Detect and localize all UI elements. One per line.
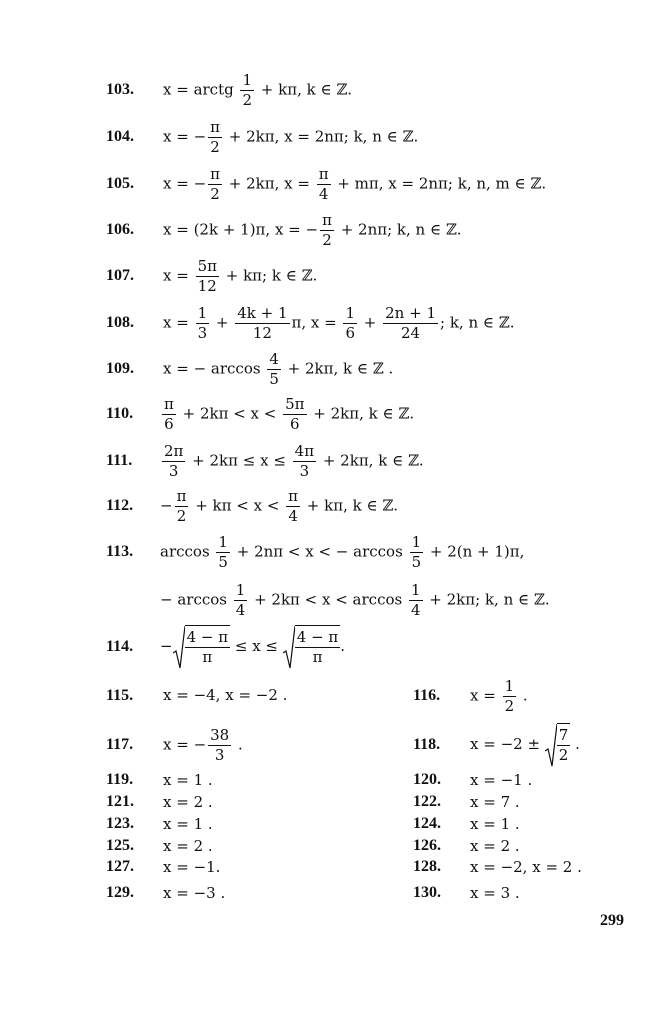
answer: x = $\frac{1}{2}$ . [470,677,528,715]
problem-number: 104. [106,128,134,145]
fraction: $\frac{5\pi}{12}$ [197,257,217,295]
fraction: $\frac{38}{3}$ [210,726,230,764]
answer: − $\frac{\pi}{2}$ + kπ < x < $\frac{\pi}{4}$ + kπ, k ∈ ℤ. [160,487,399,525]
answer: x = − $\frac{\pi}{2}$ + 2kπ, x = $\frac{\pi}{4}$ + mπ, x = 2nπ; k, n, m ∈ ℤ. [163,165,547,203]
fraction: $\frac{1}{6}$ [345,304,356,342]
problem-number: 103. [106,81,134,98]
answer: x = (2k + 1)π, x = − $\frac{\pi}{2}$ + 2nπ; k, n ∈ ℤ. [163,211,462,249]
answer: arccos $\frac{1}{5}$ + 2nπ < x < − arccos $\frac{1}{5}$ + 2(n + 1)π, [160,533,525,571]
problem-number: 115. [106,687,134,704]
problem-number: 108. [106,314,134,331]
answer: x = arctg $\frac{1}{2}$ + kπ, k ∈ ℤ. [163,71,353,109]
fraction: $\frac{4}{5}$ [269,350,279,388]
fraction: $\frac{1}{4}$ [235,581,246,619]
answer: x = $\frac{1}{3}$ + $\frac{4k + 1}{12}$ π, x = $\frac{1}{6}$ + $\frac{2n + 1}{24}$ ; k, n ∈ ℤ. [163,304,515,342]
problem-number: 117. [106,736,134,753]
fraction: $\frac{\pi}{2}$ [176,487,187,525]
fraction: $\frac{\pi}{2}$ [210,165,220,203]
answer: x = $\frac{5\pi}{12}$ + kπ; k ∈ ℤ. [163,257,318,295]
fraction: $\frac{1}{5}$ [411,533,422,571]
problem-number: 110. [106,405,134,422]
answer: − arccos $\frac{1}{4}$ + 2kπ < x < arccos $\frac{1}{4}$ + 2kπ; k, n ∈ ℤ. [160,581,550,619]
fraction: $\frac{\pi}{6}$ [164,395,174,433]
fraction: $\frac{\pi}{4}$ [288,487,299,525]
fraction: $\frac{1}{3}$ [197,304,208,342]
square-root: $\frac{4 - \pi}{\pi}$ [283,625,341,669]
problem-number: 105. [106,175,134,192]
answer: $\frac{\pi}{6}$ + 2kπ < x < $\frac{5\pi}{6}$ + 2kπ, k ∈ ℤ. [164,395,415,433]
fraction: $\frac{5\pi}{6}$ [285,395,305,433]
problem-number: 118. [413,736,441,753]
problem-number: 107. [106,267,134,284]
problem-number: 111. [106,452,133,469]
answer: $\frac{2\pi}{3}$ + 2kπ ≤ x ≤ $\frac{4\pi}{3}$ + 2kπ, k ∈ ℤ. [164,442,424,480]
problem-number: 109. [106,360,134,377]
fraction: $\frac{\pi}{2}$ [210,118,220,156]
problem-number: 114. [106,638,134,655]
fraction: $\frac{\pi}{2}$ [322,211,332,249]
problem-number: 116. [413,687,441,704]
fraction: $\frac{1}{2}$ [504,677,515,715]
fraction: $\frac{1}{2}$ [242,71,253,109]
answer-page: 103. x = arctg $\frac{1}{2}$ + kπ, k ∈ ℤ. 104. x = − $\frac{\pi}{2}$ + 2kπ, x = 2nπ; k, n ∈ ℤ. 105. x = − $\frac{\pi}{2}$ + 2kπ, x = $\frac{\pi}{4}$ + mπ, x = 2nπ; k, n, m ∈ ℤ. 106. x = (2k + 1)π, x = − $\frac{\pi}{2}$ + 2nπ; k, n ∈ ℤ. 107. x = $\frac{5\pi}{12}$ + kπ; k ∈ ℤ. 108. x = $\frac{1}{3}$ + $\frac{4k + 1}{12}$ π, x = $\frac{1}{6}$ + $\frac{2n + 1}{24}$ ; k, n ∈ ℤ. 109. x = − arccos $\frac{4}{5}$ + 2kπ, k ∈ ℤ . 110. $\frac{\pi}{6}$ + 2kπ < x < $\frac{5\pi}{6}$ + 2kπ, k ∈ ℤ. 111. $\frac{2\pi}{3}$ + 2kπ ≤ x ≤ $\frac{4\pi}{3}$ + 2kπ, k ∈ ℤ. 112. − $\frac{\pi}{2}$ + kπ < x < $\frac{\pi}{4}$ + kπ, k ∈ ℤ. 113. arccos $\frac{1}{5}$ + 2nπ < x < − arccos $\frac{1}{5}$ + 2(n + 1)π, − arccos $\frac{1}{4}$ + 2kπ < x < arccos $\frac{1}{4}$ + 2kπ; k, n ∈ ℤ. 114. − $\frac{4 - \pi}{\pi}$ ≤ x ≤ $\frac{4 - \pi}{\pi}$ . 115. x = −4, x = −2 . 116. x = $\frac{1}{2}$ . 117. x = − $\frac{38}{3}$ . 118. x = −2 ± $\frac{7}{2}$ . 119. x = 1 . 120. x = −1 . 121. x = 2 . 122. x = 7 . 123. x = 1 . 124. x = 1 . 125. x = 2 . 126. x = 2 . 127. x = −1. 128. x = −2, x = 2 . 129. x = −3 . 130. x = 3 . 299 [106,71,624,929]
problem-number: 112. [106,497,134,514]
fraction: $\frac{1}{4}$ [410,581,421,619]
answer: x = − $\frac{38}{3}$ . [163,726,243,764]
square-root: $\frac{4 - \pi}{\pi}$ [173,625,231,669]
answer: x = − arccos $\frac{4}{5}$ + 2kπ, k ∈ ℤ . [163,350,394,388]
fraction: $\frac{2\pi}{3}$ [164,442,184,480]
fraction: $\frac{4\pi}{3}$ [294,442,315,480]
fraction: $\frac{\pi}{4}$ [318,165,329,203]
answer: x = −2 ± $\frac{7}{2}$ . [470,723,580,767]
fraction: $\frac{2n + 1}{24}$ [385,304,436,342]
problem-number: 106. [106,221,134,238]
fraction: $\frac{4k + 1}{12}$ [237,304,288,342]
square-root: $\frac{7}{2}$ [545,723,571,767]
problem-number: 113. [106,543,134,560]
answer: − $\frac{4 - \pi}{\pi}$ ≤ x ≤ $\frac{4 - \pi}{\pi}$ . [160,625,345,669]
page-number: 299 [600,912,624,929]
answer: x = −4, x = −2 . [163,686,288,704]
answer: x = − $\frac{\pi}{2}$ + 2kπ, x = 2nπ; k, n ∈ ℤ. [163,118,419,156]
fraction: $\frac{1}{5}$ [218,533,228,571]
